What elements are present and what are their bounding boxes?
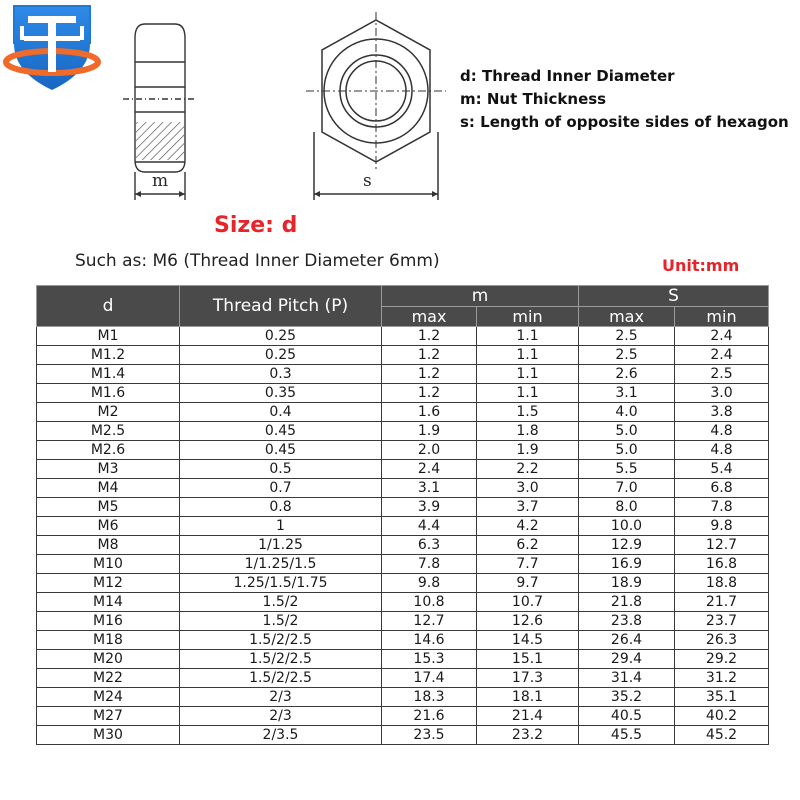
m-min-cell: 4.2 (477, 517, 579, 536)
m-max-cell: 1.2 (382, 384, 477, 403)
s-max-cell: 26.4 (579, 631, 675, 650)
pitch-cell: 0.5 (180, 460, 382, 479)
pitch-cell: 0.4 (180, 403, 382, 422)
table-row (37, 422, 769, 441)
s-max-cell: 2.6 (579, 365, 675, 384)
m-min-cell: 18.1 (477, 688, 579, 707)
m-min-cell: 17.3 (477, 669, 579, 688)
m-max-cell: 14.6 (382, 631, 477, 650)
s-min-cell: 21.7 (675, 593, 769, 612)
size-cell: M1.6 (37, 384, 180, 403)
size-cell: M2.6 (37, 441, 180, 460)
table-row (37, 593, 769, 612)
pitch-cell: 1.5/2 (180, 612, 382, 631)
s-max-cell: 35.2 (579, 688, 675, 707)
header-d: d (37, 286, 180, 327)
pitch-cell: 2/3 (180, 707, 382, 726)
size-cell: M3 (37, 460, 180, 479)
size-cell: M1 (37, 327, 180, 346)
nut-size-table (36, 285, 769, 745)
size-cell: M16 (37, 612, 180, 631)
table-row (37, 517, 769, 536)
pitch-cell: 1 (180, 517, 382, 536)
m-min-cell: 9.7 (477, 574, 579, 593)
header-thread-pitch: Thread Pitch (P) (180, 286, 382, 327)
pitch-cell: 0.7 (180, 479, 382, 498)
s-max-cell: 40.5 (579, 707, 675, 726)
m-max-cell: 15.3 (382, 650, 477, 669)
s-max-cell: 2.5 (579, 327, 675, 346)
pitch-cell: 1/1.25/1.5 (180, 555, 382, 574)
s-min-cell: 12.7 (675, 536, 769, 555)
m-max-cell: 12.7 (382, 612, 477, 631)
s-max-cell: 16.9 (579, 555, 675, 574)
s-min-cell: 2.5 (675, 365, 769, 384)
s-min-cell: 16.8 (675, 555, 769, 574)
table-row (37, 479, 769, 498)
unit-label: Unit:mm (662, 256, 740, 275)
header-m-max: max (382, 307, 477, 327)
pitch-cell: 0.45 (180, 422, 382, 441)
m-max-cell: 1.2 (382, 365, 477, 384)
s-max-cell: 21.8 (579, 593, 675, 612)
pitch-cell: 2/3 (180, 688, 382, 707)
table-row (37, 384, 769, 403)
size-cell: M8 (37, 536, 180, 555)
s-min-cell: 4.8 (675, 422, 769, 441)
legend-s: s: Length of opposite sides of hexagon (460, 113, 789, 131)
size-cell: M2.5 (37, 422, 180, 441)
s-max-cell: 8.0 (579, 498, 675, 517)
m-max-cell: 1.2 (382, 346, 477, 365)
size-cell: M24 (37, 688, 180, 707)
s-max-cell: 18.9 (579, 574, 675, 593)
dimension-s-label: s (363, 171, 372, 191)
pitch-cell: 1.25/1.5/1.75 (180, 574, 382, 593)
header-m-min: min (477, 307, 579, 327)
table-row (37, 403, 769, 422)
m-max-cell: 1.9 (382, 422, 477, 441)
size-cell: M30 (37, 726, 180, 745)
m-min-cell: 10.7 (477, 593, 579, 612)
m-max-cell: 2.0 (382, 441, 477, 460)
nut-front-view-diagram (306, 12, 446, 202)
m-max-cell: 9.8 (382, 574, 477, 593)
m-max-cell: 10.8 (382, 593, 477, 612)
s-min-cell: 6.8 (675, 479, 769, 498)
table-row (37, 688, 769, 707)
m-min-cell: 15.1 (477, 650, 579, 669)
s-min-cell: 29.2 (675, 650, 769, 669)
m-max-cell: 18.3 (382, 688, 477, 707)
table-row (37, 574, 769, 593)
header-s-max: max (579, 307, 675, 327)
header-s: S (579, 286, 769, 307)
m-max-cell: 2.4 (382, 460, 477, 479)
m-min-cell: 2.2 (477, 460, 579, 479)
pitch-cell: 0.3 (180, 365, 382, 384)
m-min-cell: 21.4 (477, 707, 579, 726)
table-row (37, 669, 769, 688)
s-min-cell: 7.8 (675, 498, 769, 517)
size-cell: M10 (37, 555, 180, 574)
s-min-cell: 4.8 (675, 441, 769, 460)
m-min-cell: 1.1 (477, 384, 579, 403)
s-min-cell: 18.8 (675, 574, 769, 593)
size-cell: M2 (37, 403, 180, 422)
header-m: m (382, 286, 579, 307)
pitch-cell: 0.45 (180, 441, 382, 460)
s-min-cell: 45.2 (675, 726, 769, 745)
s-max-cell: 5.0 (579, 422, 675, 441)
size-cell: M18 (37, 631, 180, 650)
s-max-cell: 2.5 (579, 346, 675, 365)
size-cell: M14 (37, 593, 180, 612)
table-row (37, 498, 769, 517)
table-row (37, 536, 769, 555)
legend-d: d: Thread Inner Diameter (460, 67, 675, 85)
m-max-cell: 4.4 (382, 517, 477, 536)
s-max-cell: 7.0 (579, 479, 675, 498)
table-row (37, 612, 769, 631)
dimension-m-label: m (152, 171, 169, 191)
table-row (37, 631, 769, 650)
pitch-cell: 1.5/2/2.5 (180, 631, 382, 650)
size-cell: M1.2 (37, 346, 180, 365)
m-max-cell: 3.9 (382, 498, 477, 517)
s-min-cell: 26.3 (675, 631, 769, 650)
m-max-cell: 17.4 (382, 669, 477, 688)
pitch-cell: 1.5/2/2.5 (180, 650, 382, 669)
size-cell: M12 (37, 574, 180, 593)
s-min-cell: 2.4 (675, 346, 769, 365)
m-min-cell: 14.5 (477, 631, 579, 650)
m-min-cell: 1.1 (477, 365, 579, 384)
header-s-min: min (675, 307, 769, 327)
table-row (37, 650, 769, 669)
m-min-cell: 1.8 (477, 422, 579, 441)
table-body (37, 327, 769, 745)
s-max-cell: 29.4 (579, 650, 675, 669)
pitch-cell: 0.25 (180, 346, 382, 365)
m-max-cell: 6.3 (382, 536, 477, 555)
s-max-cell: 3.1 (579, 384, 675, 403)
pitch-cell: 2/3.5 (180, 726, 382, 745)
s-max-cell: 31.4 (579, 669, 675, 688)
s-min-cell: 5.4 (675, 460, 769, 479)
pitch-cell: 1.5/2 (180, 593, 382, 612)
s-max-cell: 4.0 (579, 403, 675, 422)
legend-m: m: Nut Thickness (460, 90, 607, 108)
m-min-cell: 1.1 (477, 346, 579, 365)
m-max-cell: 23.5 (382, 726, 477, 745)
s-min-cell: 2.4 (675, 327, 769, 346)
s-max-cell: 23.8 (579, 612, 675, 631)
s-min-cell: 40.2 (675, 707, 769, 726)
table-row (37, 555, 769, 574)
s-max-cell: 12.9 (579, 536, 675, 555)
m-min-cell: 1.9 (477, 441, 579, 460)
size-cell: M6 (37, 517, 180, 536)
s-max-cell: 5.0 (579, 441, 675, 460)
m-min-cell: 1.1 (477, 327, 579, 346)
size-cell: M4 (37, 479, 180, 498)
m-min-cell: 3.0 (477, 479, 579, 498)
s-min-cell: 3.0 (675, 384, 769, 403)
size-cell: M5 (37, 498, 180, 517)
m-max-cell: 3.1 (382, 479, 477, 498)
table-row (37, 327, 769, 346)
pitch-cell: 0.25 (180, 327, 382, 346)
m-min-cell: 23.2 (477, 726, 579, 745)
example-text: Such as: M6 (Thread Inner Diameter 6mm) (75, 251, 440, 271)
s-min-cell: 23.7 (675, 612, 769, 631)
m-max-cell: 1.2 (382, 327, 477, 346)
m-min-cell: 6.2 (477, 536, 579, 555)
brand-logo (0, 0, 104, 96)
pitch-cell: 0.8 (180, 498, 382, 517)
m-max-cell: 21.6 (382, 707, 477, 726)
m-min-cell: 7.7 (477, 555, 579, 574)
size-cell: M1.4 (37, 365, 180, 384)
size-cell: M22 (37, 669, 180, 688)
table-row (37, 707, 769, 726)
pitch-cell: 1.5/2/2.5 (180, 669, 382, 688)
s-max-cell: 45.5 (579, 726, 675, 745)
s-min-cell: 3.8 (675, 403, 769, 422)
pitch-cell: 1/1.25 (180, 536, 382, 555)
m-min-cell: 12.6 (477, 612, 579, 631)
size-cell: M20 (37, 650, 180, 669)
pitch-cell: 0.35 (180, 384, 382, 403)
table-row (37, 460, 769, 479)
m-min-cell: 3.7 (477, 498, 579, 517)
table-row (37, 726, 769, 745)
s-max-cell: 10.0 (579, 517, 675, 536)
size-title: Size: d (214, 213, 298, 238)
table-row (37, 365, 769, 384)
m-max-cell: 7.8 (382, 555, 477, 574)
table-row (37, 441, 769, 460)
s-min-cell: 35.1 (675, 688, 769, 707)
s-min-cell: 31.2 (675, 669, 769, 688)
s-max-cell: 5.5 (579, 460, 675, 479)
m-max-cell: 1.6 (382, 403, 477, 422)
m-min-cell: 1.5 (477, 403, 579, 422)
s-min-cell: 9.8 (675, 517, 769, 536)
table-row (37, 346, 769, 365)
size-cell: M27 (37, 707, 180, 726)
